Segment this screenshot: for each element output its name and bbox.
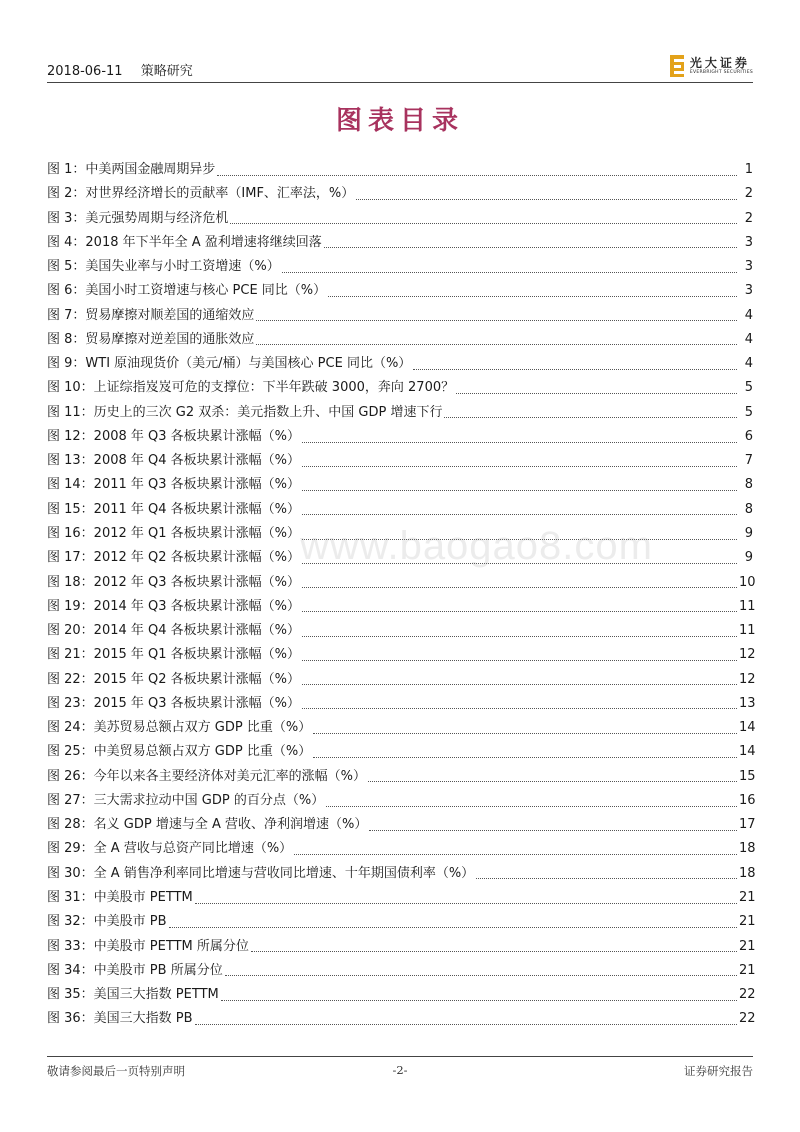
toc-entry[interactable] — [47, 231, 753, 255]
logo-text-cn: 光大证券 — [689, 55, 750, 70]
report-category: 策略研究 — [140, 64, 193, 79]
toc-leader-dots — [195, 1014, 737, 1025]
toc-entry-page: 11 — [739, 598, 756, 614]
toc-leader-dots — [324, 237, 737, 248]
toc-entry-page: 11 — [739, 623, 756, 639]
toc-entry-title: 图 7：贸易摩擦对顺差国的通缩效应 — [47, 307, 255, 323]
toc-entry-page: 18 — [739, 841, 756, 857]
toc-entry-title: 图 8：贸易摩擦对逆差国的通胀效应 — [47, 331, 255, 347]
toc-leader-dots — [313, 723, 737, 734]
toc-entry-page: 4 — [744, 331, 753, 347]
toc-leader-dots — [302, 626, 737, 637]
toc-entry-title: 图 26：今年以来各主要经济体对美元汇率的涨幅（%） — [47, 768, 367, 784]
footer-disclaimer: 敬请参阅最后一页特别声明 — [47, 1064, 185, 1078]
toc-leader-dots — [221, 990, 737, 1001]
toc-leader-dots — [256, 310, 737, 321]
toc-entry[interactable] — [47, 813, 756, 837]
toc-entry-page: 2 — [744, 186, 753, 202]
everbright-logo-icon — [670, 55, 684, 77]
toc-entry-page: 4 — [744, 307, 753, 323]
toc-entry[interactable] — [47, 376, 753, 400]
toc-entry-title: 图 34：中美股市 PB 所属分位 — [47, 962, 223, 978]
toc-entry-page: 14 — [739, 744, 756, 760]
toc-entry-page: 3 — [744, 234, 753, 250]
toc-entry[interactable] — [47, 910, 756, 934]
toc-entry[interactable] — [47, 959, 756, 983]
page-header — [47, 54, 753, 83]
toc-entry-title: 图 35：美国三大指数 PETTM — [47, 987, 219, 1003]
toc-entry-title: 图 20：2014 年 Q4 各板块累计涨幅（%） — [47, 623, 301, 639]
toc-leader-dots — [302, 650, 737, 661]
toc-entry[interactable] — [47, 619, 756, 643]
toc-entry-title: 图 17：2012 年 Q2 各板块累计涨幅（%） — [47, 550, 301, 566]
toc-entry-page: 13 — [739, 695, 756, 711]
toc-entry-title: 图 32：中美股市 PB — [47, 914, 167, 930]
toc-entry-page: 21 — [739, 889, 756, 905]
toc-leader-dots — [302, 456, 737, 467]
toc-entry-title: 图 24：美苏贸易总额占双方 GDP 比重（%） — [47, 720, 312, 736]
toc-entry-page: 6 — [744, 428, 753, 444]
toc-entry-title: 图 13：2008 年 Q4 各板块累计涨幅（%） — [47, 453, 301, 469]
header-info — [47, 60, 193, 79]
toc-entry[interactable] — [47, 207, 753, 231]
toc-entry-page: 21 — [739, 962, 756, 978]
toc-entry[interactable] — [47, 1007, 756, 1031]
toc-entry-page: 4 — [744, 356, 753, 372]
toc-entry[interactable] — [47, 352, 753, 376]
toc-entry-page: 9 — [744, 525, 753, 541]
toc-entry-title: 图 16：2012 年 Q1 各板块累计涨幅（%） — [47, 525, 301, 541]
toc-entry-page: 22 — [739, 1011, 756, 1027]
toc-leader-dots — [302, 601, 737, 612]
toc-leader-dots — [356, 189, 737, 200]
toc-leader-dots — [444, 407, 737, 418]
toc-entry-title: 图 31：中美股市 PETTM — [47, 889, 193, 905]
everbright-logo — [670, 54, 753, 78]
toc-entry-title: 图 1：中美两国金融周期异步 — [47, 162, 216, 177]
toc-entry-page: 12 — [739, 671, 756, 687]
toc-entry[interactable] — [47, 498, 753, 522]
toc-entry[interactable] — [47, 425, 753, 449]
toc-entry[interactable] — [47, 692, 756, 716]
toc-entry-title: 图 14：2011 年 Q3 各板块累计涨幅（%） — [47, 477, 301, 493]
toc-entry-page: 7 — [744, 453, 753, 469]
toc-entry-title: 图 10：上证综指岌岌可危的支撑位：下半年跌破 3000，奔向 2700？ — [47, 380, 455, 396]
toc-entry-page: 3 — [744, 283, 753, 299]
toc-entry-title: 图 25：中美贸易总额占双方 GDP 比重（%） — [47, 744, 312, 760]
toc-entry[interactable] — [47, 740, 756, 764]
toc-entry[interactable] — [47, 668, 756, 692]
toc-entry-page: 16 — [739, 792, 756, 808]
toc-leader-dots — [251, 941, 737, 952]
toc-entry-page: 8 — [744, 501, 753, 517]
toc-entry[interactable] — [47, 304, 753, 328]
toc-entry-page: 2 — [744, 210, 753, 226]
toc-leader-dots — [217, 165, 737, 176]
toc-entry-page: 8 — [744, 477, 753, 493]
toc-entry[interactable] — [47, 886, 756, 910]
toc-entry-page: 12 — [739, 647, 756, 663]
toc-entry-title: 图 11：历史上的三次 G2 双杀：美元指数上升、中国 GDP 增速下行 — [47, 404, 443, 420]
toc-leader-dots — [456, 383, 737, 394]
toc-entry[interactable] — [47, 158, 753, 182]
toc-entry-title: 图 36：美国三大指数 PB — [47, 1011, 193, 1027]
toc-leader-dots — [413, 359, 737, 370]
toc-entry[interactable] — [47, 643, 756, 667]
toc-entry[interactable] — [47, 837, 756, 861]
toc-leader-dots — [302, 577, 737, 588]
toc-entry-title: 图 30：全 A 销售净利率同比增速与营收同比增速、十年期国债利率（%） — [47, 865, 475, 881]
toc-entry-title: 图 22：2015 年 Q2 各板块累计涨幅（%） — [47, 671, 301, 687]
toc-entry[interactable] — [47, 862, 756, 886]
toc-leader-dots — [313, 747, 737, 758]
toc-entry[interactable] — [47, 716, 756, 740]
toc-entry-title: 图 21：2015 年 Q1 各板块累计涨幅（%） — [47, 647, 301, 663]
page-footer — [47, 1056, 753, 1085]
toc-entry-page: 18 — [739, 865, 756, 881]
toc-entry-title: 图 18：2012 年 Q3 各板块累计涨幅（%） — [47, 574, 301, 590]
toc-entry[interactable] — [47, 255, 753, 279]
toc-leader-dots — [302, 698, 737, 709]
toc-leader-dots — [195, 893, 737, 904]
toc-entry-title: 图 19：2014 年 Q3 各板块累计涨幅（%） — [47, 598, 301, 614]
toc-entry-page: 14 — [739, 720, 756, 736]
page-title: 图表目录 — [335, 106, 464, 136]
toc-entry[interactable] — [47, 449, 753, 473]
toc-entry-title: 图 5：美国失业率与小时工资增速（%） — [47, 259, 280, 275]
toc-leader-dots — [169, 917, 737, 928]
toc-entry-page: 9 — [744, 550, 753, 566]
toc-leader-dots — [302, 504, 737, 515]
watermark: www.baogao8.com — [300, 524, 653, 568]
footer-report-type: 证券研究报告 — [684, 1064, 753, 1078]
toc-entry-title: 图 3：美元强势周期与经济危机 — [47, 210, 229, 226]
toc-leader-dots — [294, 844, 737, 855]
toc-entry-title: 图 15：2011 年 Q4 各板块累计涨幅（%） — [47, 501, 301, 517]
toc-entry-title: 图 9：WTI 原油现货价（美元/桶）与美国核心 PCE 同比（%） — [47, 356, 412, 372]
toc-leader-dots — [302, 432, 737, 443]
toc-entry[interactable] — [47, 983, 756, 1007]
toc-leader-dots — [256, 334, 737, 345]
toc-entry-page: 15 — [739, 768, 756, 784]
toc-leader-dots — [326, 796, 737, 807]
toc-entry-page: 3 — [744, 259, 753, 275]
toc-entry-title: 图 33：中美股市 PETTM 所属分位 — [47, 938, 249, 954]
figure-toc-list — [47, 158, 756, 1032]
toc-entry-page: 22 — [739, 987, 756, 1003]
logo-text-en: EVERBRIGHT SECURITIES — [689, 69, 753, 75]
page-number: -2- — [392, 1063, 408, 1077]
toc-entry[interactable] — [47, 789, 756, 813]
toc-entry[interactable] — [47, 279, 753, 303]
report-date: 2018-06-11 — [47, 64, 123, 79]
toc-entry[interactable] — [47, 473, 753, 497]
toc-entry-page: 21 — [739, 938, 756, 954]
toc-entry[interactable] — [47, 328, 753, 352]
toc-entry-page: 1 — [744, 162, 753, 177]
toc-entry-title: 图 29：全 A 营收与总资产同比增速（%） — [47, 841, 293, 857]
toc-entry-page: 21 — [739, 914, 756, 930]
toc-entry[interactable] — [47, 595, 756, 619]
toc-leader-dots — [282, 262, 737, 273]
toc-entry[interactable] — [47, 765, 756, 789]
toc-entry-title: 图 12：2008 年 Q3 各板块累计涨幅（%） — [47, 428, 301, 444]
toc-entry-page: 17 — [739, 817, 756, 833]
toc-entry-title: 图 28：名义 GDP 增速与全 A 营收、净利润增速（%） — [47, 817, 368, 833]
toc-entry-page: 5 — [744, 380, 753, 396]
toc-leader-dots — [302, 674, 737, 685]
toc-entry-title: 图 6：美国小时工资增速与核心 PCE 同比（%） — [47, 283, 327, 299]
toc-entry-title: 图 2：对世界经济增长的贡献率（IMF、汇率法，%） — [47, 186, 355, 202]
toc-entry-page: 10 — [739, 574, 756, 590]
toc-leader-dots — [230, 213, 737, 224]
toc-entry-title: 图 27：三大需求拉动中国 GDP 的百分点（%） — [47, 792, 325, 808]
toc-leader-dots — [328, 286, 737, 297]
toc-entry[interactable] — [47, 935, 756, 959]
toc-leader-dots — [368, 771, 737, 782]
toc-entry[interactable] — [47, 401, 753, 425]
toc-entry-title: 图 23：2015 年 Q3 各板块累计涨幅（%） — [47, 695, 301, 711]
toc-leader-dots — [369, 820, 737, 831]
toc-leader-dots — [476, 868, 737, 879]
toc-entry-page: 5 — [744, 404, 753, 420]
toc-entry[interactable] — [47, 571, 756, 595]
toc-entry-title: 图 4：2018 年下半年全 A 盈利增速将继续回落 — [47, 234, 322, 250]
toc-leader-dots — [225, 965, 737, 976]
toc-leader-dots — [302, 480, 737, 491]
toc-entry[interactable] — [47, 182, 753, 206]
